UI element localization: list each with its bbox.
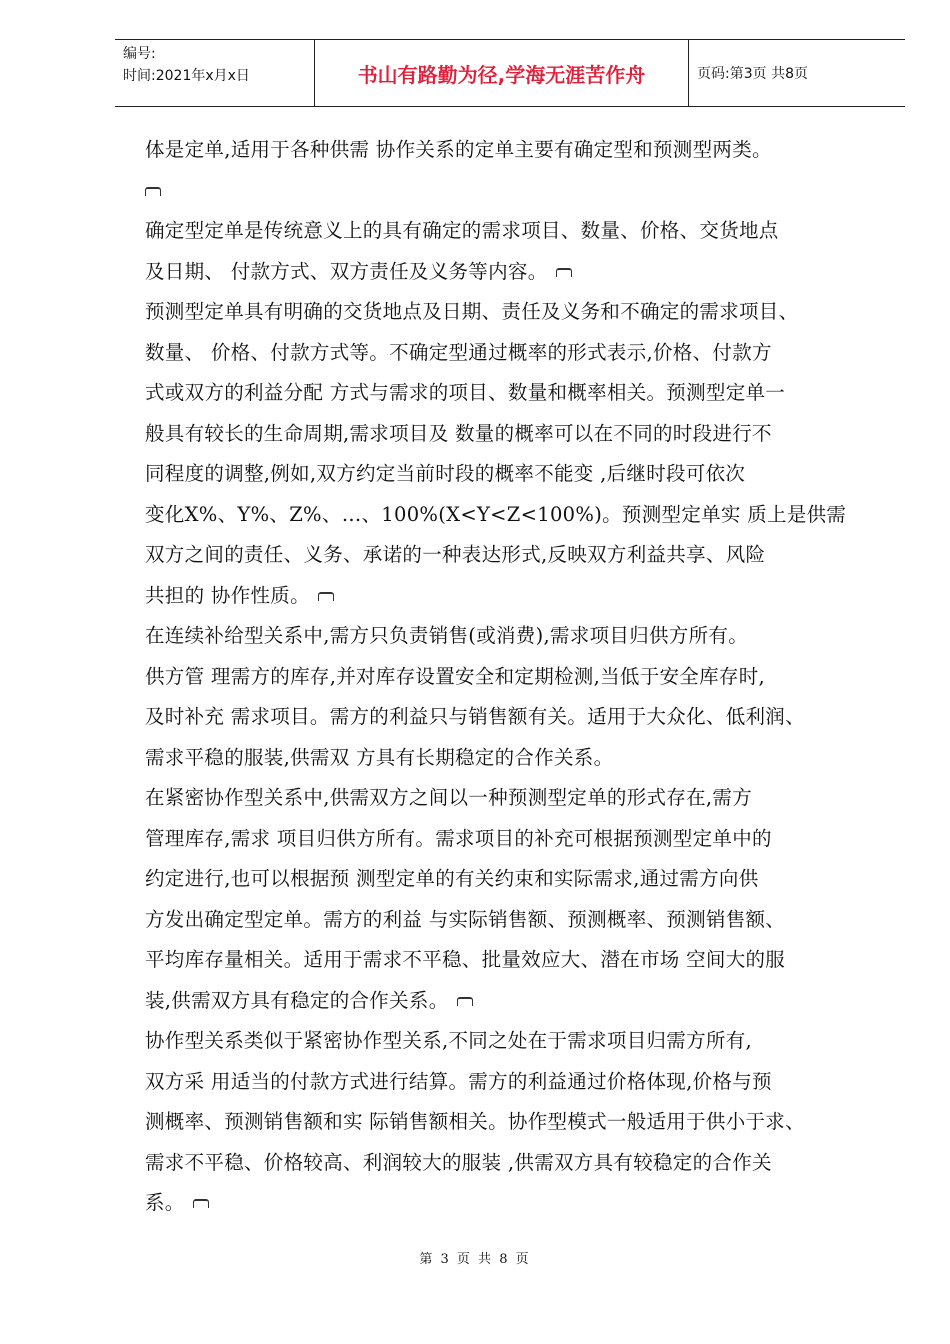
text-line: 式或双方的利益分配 方式与需求的项目、数量和概率相关。预测型定单一 [145, 381, 786, 404]
paragraph [145, 130, 875, 211]
paragraph [145, 1021, 875, 1224]
text-line: 方发出确定型定单。需方的利益 与实际销售额、预测概率、预测销售额、 [145, 907, 786, 931]
paragraph [145, 292, 875, 616]
text-line: 共担的 协作性质。 [145, 576, 875, 617]
text-line: 管理库存,需求 项目归供方所有。需求项目的补充可根据预测型定单中的 [145, 826, 772, 850]
text-line: 在紧密协作型关系中,供需双方之间以一种预测型定单的形式存在,需方 [145, 786, 752, 809]
text-line: 测概率、预测销售额和实 际销售额相关。协作型模式一般适用于供小于求、 [145, 1110, 805, 1133]
text-line: 及时补充 需求项目。需方的利益只与销售额有关。适用于大众化、低利润、 [145, 705, 805, 728]
paragraph [145, 778, 875, 1021]
paragraph-mark-icon [193, 1199, 209, 1208]
header-meta [115, 40, 315, 106]
text-line: 同程度的调整,例如,双方约定当前时段的概率不能变 ,后继时段可依次 [145, 462, 746, 485]
text-line [145, 171, 875, 212]
page-footer: 第 3 页 共 8 页 [419, 1252, 531, 1267]
paragraph-mark-icon [145, 187, 161, 196]
paragraph [145, 616, 875, 778]
text-line: 及日期、 付款方式、双方责任及义务等内容。 [145, 252, 875, 293]
text-line: 确定型定单是传统意义上的具有确定的需求项目、数量、价格、交货地点 [145, 219, 779, 242]
text-line: 预测型定单具有明确的交货地点及日期、责任及义务和不确定的需求项目、 [145, 300, 799, 323]
text-line: 需求平稳的服装,供需双 方具有长期稳定的合作关系。 [145, 745, 614, 769]
text-line: 在连续补给型关系中,需方只负责销售(或消费),需求项目归供方所有。 [145, 624, 749, 647]
header-page-info: 页码:第3页 共8页 [697, 66, 808, 82]
text-line: 需求不平稳、价格较高、利润较大的服装 ,供需双方具有较稳定的合作关 [145, 1150, 772, 1174]
text-line: 双方采 用适当的付款方式进行结算。需方的利益通过价格体现,价格与预 [145, 1069, 772, 1093]
text-line: 体是定单,适用于各种供需 协作关系的定单主要有确定型和预测型两类。 [145, 138, 772, 161]
paragraph-mark-icon [556, 268, 572, 277]
text-line: 变化X%、Y%、Z%、…、100%(X<Y<Z<100%)。预测型定单实 质上是供需 [145, 502, 847, 526]
header-time-label: 时间:2021年x月x日 [123, 68, 250, 84]
text-line: 系。 [145, 1183, 875, 1224]
paragraph-mark-icon [457, 997, 473, 1006]
text-line: 平均库存量相关。适用于需求不平稳、批量效应大、潜在市场 空间大的服 [145, 948, 786, 971]
text-line: 双方之间的责任、义务、承诺的一种表达形式,反映双方利益共享、风险 [145, 543, 766, 566]
text-line: 般具有较长的生命周期,需求项目及 数量的概率可以在不同的时段进行不 [145, 421, 772, 445]
text-line: 协作型关系类似于紧密协作型关系,不同之处在于需求项目归需方所有, [145, 1029, 752, 1052]
text-line: 数量、 价格、付款方式等。不确定型通过概率的形式表示,价格、付款方 [145, 340, 772, 364]
text-line: 供方管 理需方的库存,并对库存设置安全和定期检测,当低于安全库存时, [145, 664, 765, 688]
text-line: 装,供需双方具有稳定的合作关系。 [145, 981, 875, 1022]
paragraph [145, 211, 875, 292]
header-motto: 书山有路勤为径,学海无涯苦作舟 [315, 40, 689, 106]
paragraph-mark-icon [318, 592, 334, 601]
text-line: 约定进行,也可以根据预 测型定单的有关约束和实际需求,通过需方向供 [145, 867, 759, 890]
document-body [145, 130, 875, 1224]
page-header [115, 39, 905, 107]
header-number-label: 编号: [123, 46, 156, 62]
